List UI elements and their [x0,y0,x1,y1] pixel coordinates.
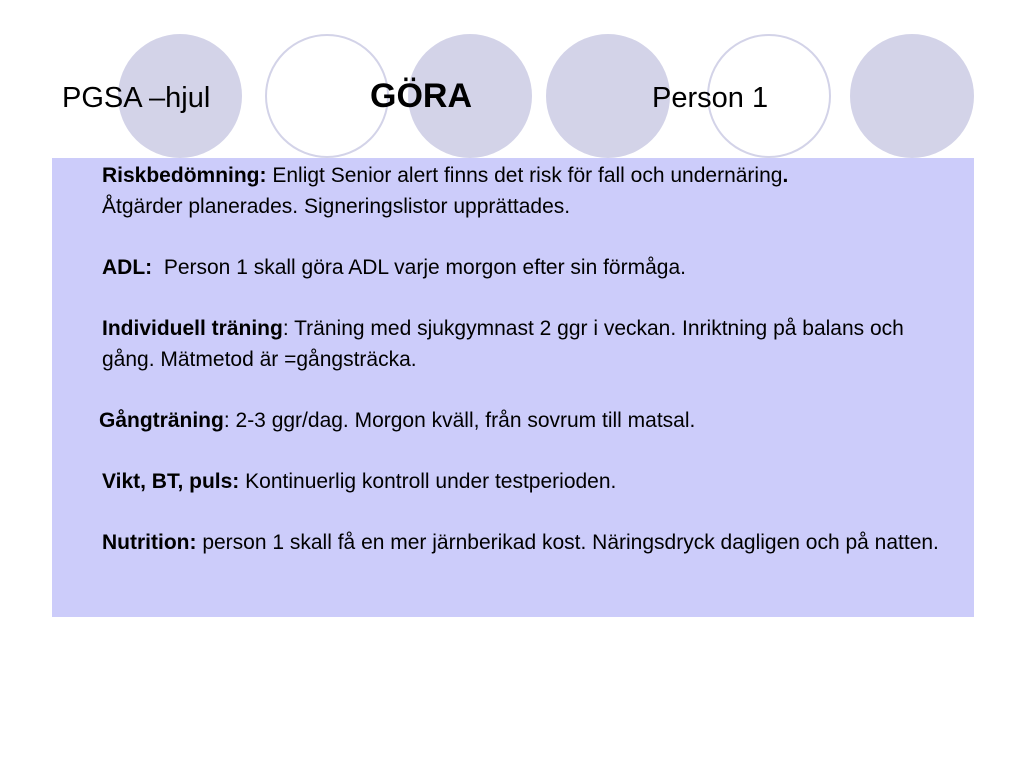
slide-title-center: GÖRA [370,77,472,115]
paragraph-riskbedomning [102,160,962,222]
paragraph-text: : 2-3 ggr/dag. Morgon kväll, från sovrum till matsal. [223,409,696,432]
paragraph-gangtraning [99,405,959,436]
paragraph-label: Vikt, BT, puls: [102,470,240,493]
decorative-circle-6 [850,34,974,158]
paragraph-adl [102,252,962,283]
paragraph-individuell-traning [102,313,962,375]
slide-title-right: Person 1 [652,82,769,114]
paragraph-text: : Träning med sjukgymnast 2 ggr i veckan. Inriktning på balans och gång. Mätmetod är =gångsträcka. [102,317,904,371]
paragraph-text: Person 1 skall göra ADL varje morgon efter sin förmåga. [152,256,686,279]
paragraph-text: person 1 skall få en mer järnberikad kost. Näringsdryck dagligen och på natten. [196,531,939,554]
paragraph-text-line2: Åtgärder planerades. Signeringslistor upprättades. [102,195,571,218]
paragraph-text: Kontinuerlig kontroll under testperioden. [239,470,617,493]
paragraph-label: Gångträning [99,409,224,432]
paragraph-label: ADL: [102,256,153,279]
paragraph-label: Riskbedömning: [102,164,267,187]
paragraph-label: Individuell träning [102,317,283,340]
paragraph-nutrition [102,530,962,555]
slide-title-left: PGSA –hjul [62,82,211,114]
content-box [52,158,974,617]
paragraph-bold-period: . [782,164,789,187]
paragraph-label: Nutrition: [102,531,197,554]
paragraph-text: Enligt Senior alert finns det risk för fall och undernäring [266,164,783,187]
paragraph-vikt-bt-puls [102,466,962,497]
